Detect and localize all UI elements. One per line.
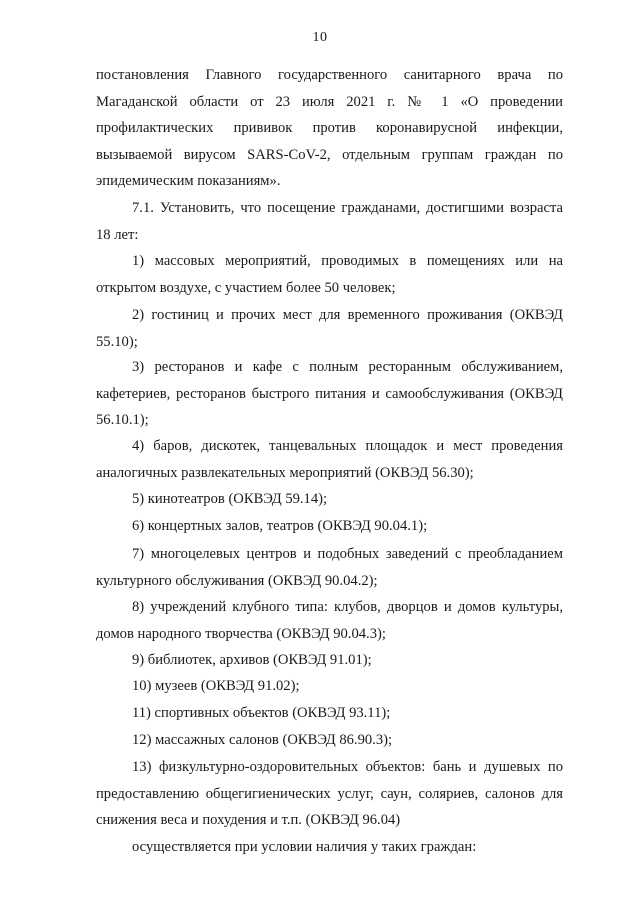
list-item-6: 6) концертных залов, театров (ОКВЭД 90.04.1); bbox=[132, 518, 428, 534]
list-item-1: 1) массовых мероприятий, проводимых в помещениях или на открытом воздухе, с участием более 50 человек; bbox=[96, 253, 563, 296]
list-item-9: 9) библиотек, архивов (ОКВЭД 91.01); bbox=[132, 652, 372, 668]
list-item-12: 12) массажных салонов (ОКВЭД 86.90.3); bbox=[132, 732, 393, 748]
list-item-8: 8) учреждений клубного типа: клубов, дворцов и домов культуры, домов народного творчества (ОКВЭД 90.04.3); bbox=[96, 599, 563, 642]
list-item-4: 4) баров, дискотек, танцевальных площадок и мест проведения аналогичных развлекательных мероприятий (ОКВЭД 56.30); bbox=[96, 438, 563, 481]
paragraph-7-1: 7.1. Установить, что посещение гражданами, достигшими возраста 18 лет: bbox=[96, 200, 563, 243]
list-item-2: 2) гостиниц и прочих мест для временного проживания (ОКВЭД 55.10); bbox=[96, 307, 563, 350]
list-item-13: 13) физкультурно-оздоровительных объектов: бань и душевых по предоставлению общегигиенических услуг, саун, соляриев, салонов для снижения веса и похудения и т.п. (ОКВЭД 96.04) bbox=[96, 759, 563, 828]
list-item-10: 10) музеев (ОКВЭД 91.02); bbox=[132, 678, 300, 694]
list-item-5: 5) кинотеатров (ОКВЭД 59.14); bbox=[132, 491, 328, 507]
page-number: 10 bbox=[312, 30, 328, 45]
list-item-3: 3) ресторанов и кафе с полным ресторанным обслуживанием, кафетериев, ресторанов быстрого питания и самообслуживания (ОКВЭД 56.10.1); bbox=[96, 359, 563, 428]
paragraph-intro: постановления Главного государственного санитарного врача по Магаданской области от 23 июля 2021 г. № 1 «О проведении профилактических прививок против коронавирусной инфекции, вызываемой вирусом SARS-CoV-2, отдельным группам граждан по эпидемическим показаниям». bbox=[96, 67, 563, 189]
list-item-11: 11) спортивных объектов (ОКВЭД 93.11); bbox=[132, 705, 391, 721]
list-item-7: 7) многоцелевых центров и подобных заведений с преобладанием культурного обслуживания (ОКВЭД 90.04.2); bbox=[96, 546, 563, 589]
paragraph-condition: осуществляется при условии наличия у таких граждан: bbox=[132, 839, 477, 855]
